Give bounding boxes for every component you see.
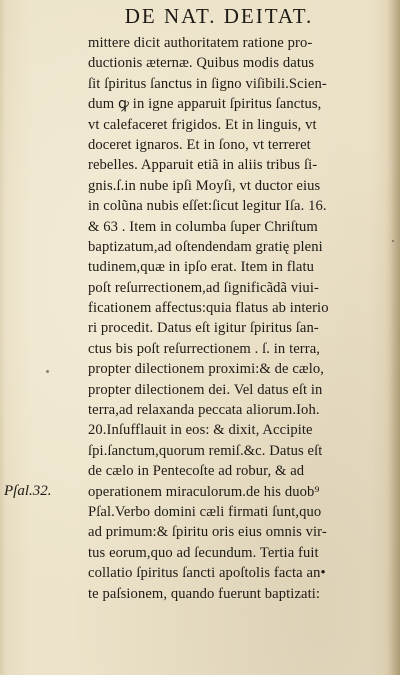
text-line: doceret ignaros. Et in ſono, vt terreret	[88, 136, 311, 153]
text-line: propter dilectionem proximi:& de cælo,	[88, 361, 325, 378]
page-edge-shadow	[386, 0, 400, 675]
text-line: 20.Inſufflauit in eos: & dixit, Accipite	[88, 422, 313, 439]
text-line: Pſal.Verbo domini cæli firmati ſunt,quo	[88, 503, 322, 520]
text-line: ſpi.ſanctum,quorum remiſ.&c. Datus eſt	[88, 442, 323, 459]
text-line: ad primum:& ſpiritu oris eius omnis vir-	[88, 524, 327, 541]
text-line: propter dilectionem dei. Vel datus eſt in	[88, 381, 323, 398]
text-line: dum ꝙ in igne apparuit ſpiritus ſanctus,	[88, 96, 322, 113]
text-line: ficationem affectus:quia flatus ab interio	[88, 300, 329, 317]
text-line: mittere dicit authoritatem ratione pro-	[88, 35, 313, 51]
ink-speck	[392, 240, 394, 242]
margin-note: Pſal.32.	[4, 483, 52, 499]
text-line: baptizatum,ad oſtendendam gratię pleni	[88, 238, 323, 255]
text-line: de cælo in Pentecoſte ad robur, & ad	[88, 463, 305, 480]
text-line: te paſsionem, quando fuerunt baptizati:	[88, 585, 321, 602]
text-line: tudinem,quæ in ipſo erat. Item in flatu	[88, 259, 315, 276]
text-line: ductionis æternæ. Quibus modis datus	[88, 55, 315, 72]
text-line: ri procedit. Datus eſt igitur ſpiritus ſan-	[88, 320, 319, 337]
text-line: gnis.ſ.in nube ipſi Moyſi, vt ductor eius	[88, 177, 321, 194]
running-header	[0, 4, 400, 29]
text-line: vt calefaceret frigidos. Et in linguis, vt	[88, 116, 317, 133]
text-line: tus eorum,quo ad ſecundum. Tertia fuit	[88, 544, 319, 561]
text-line: poſt reſurrectionem,ad ſignificãdã viui-	[88, 279, 319, 296]
text-line: collatio ſpiritus ſancti apoſtolis facta an•	[88, 565, 326, 582]
ink-speck	[46, 370, 49, 373]
text-line: rebelles. Apparuit etiã in aliis tribus ſi-	[88, 157, 318, 174]
body-text	[88, 33, 388, 604]
text-line: & 63 . Item in columba ſuper Chriſtum	[88, 218, 318, 235]
text-line: in colũna nubis eſſet:ſicut legitur Iſa. 16.	[88, 198, 327, 215]
text-line: ſit ſpiritus ſanctus in ſigno viſibili.Scien-	[88, 75, 327, 92]
running-title: DE NAT. DEITAT.	[124, 4, 314, 28]
text-line: terra,ad relaxanda peccata aliorum.Ioh.	[88, 402, 320, 419]
text-line: ctus bis poſt reſurrectionem . ſ. in terra,	[88, 340, 321, 357]
text-line: operationem miraculorum.de his duob⁹	[88, 483, 320, 500]
